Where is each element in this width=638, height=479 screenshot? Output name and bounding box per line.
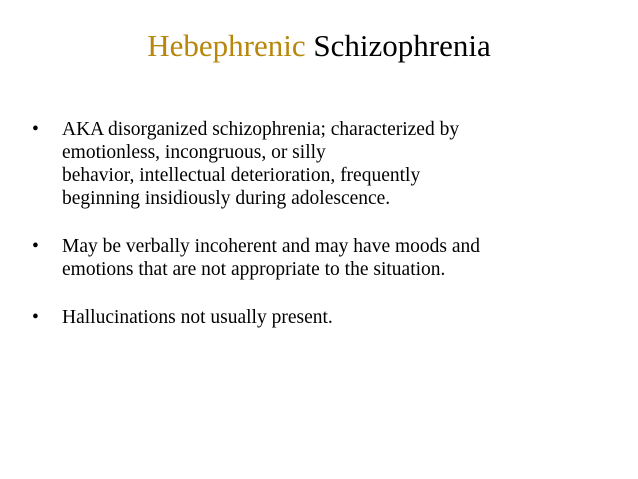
bullet-marker: • [32,307,39,328]
bullet-marker: • [32,119,39,140]
bullet-marker: • [32,236,39,257]
bullet-list [30,118,615,354]
bullet-text-line: behavior, intellectual deterioration, frequently [62,165,421,186]
bullet-item [30,235,615,281]
title-main-word: Schizophrenia [313,28,491,63]
bullet-text-line: emotions that are not appropriate to the situation. [62,259,446,280]
bullet-text-line: emotionless, incongruous, or silly [62,142,326,163]
bullet-text-line: May be verbally incoherent and may have moods and [62,236,481,257]
slide-title [0,26,638,66]
bullet-item [30,306,615,329]
bullet-text-line: Hallucinations not usually present. [62,307,333,328]
title-accent-word: Hebephrenic [147,28,306,63]
bullet-item [30,118,615,210]
bullet-text-line: AKA disorganized schizophrenia; characterized by [62,119,460,140]
bullet-text-line: beginning insidiously during adolescence. [62,188,391,209]
